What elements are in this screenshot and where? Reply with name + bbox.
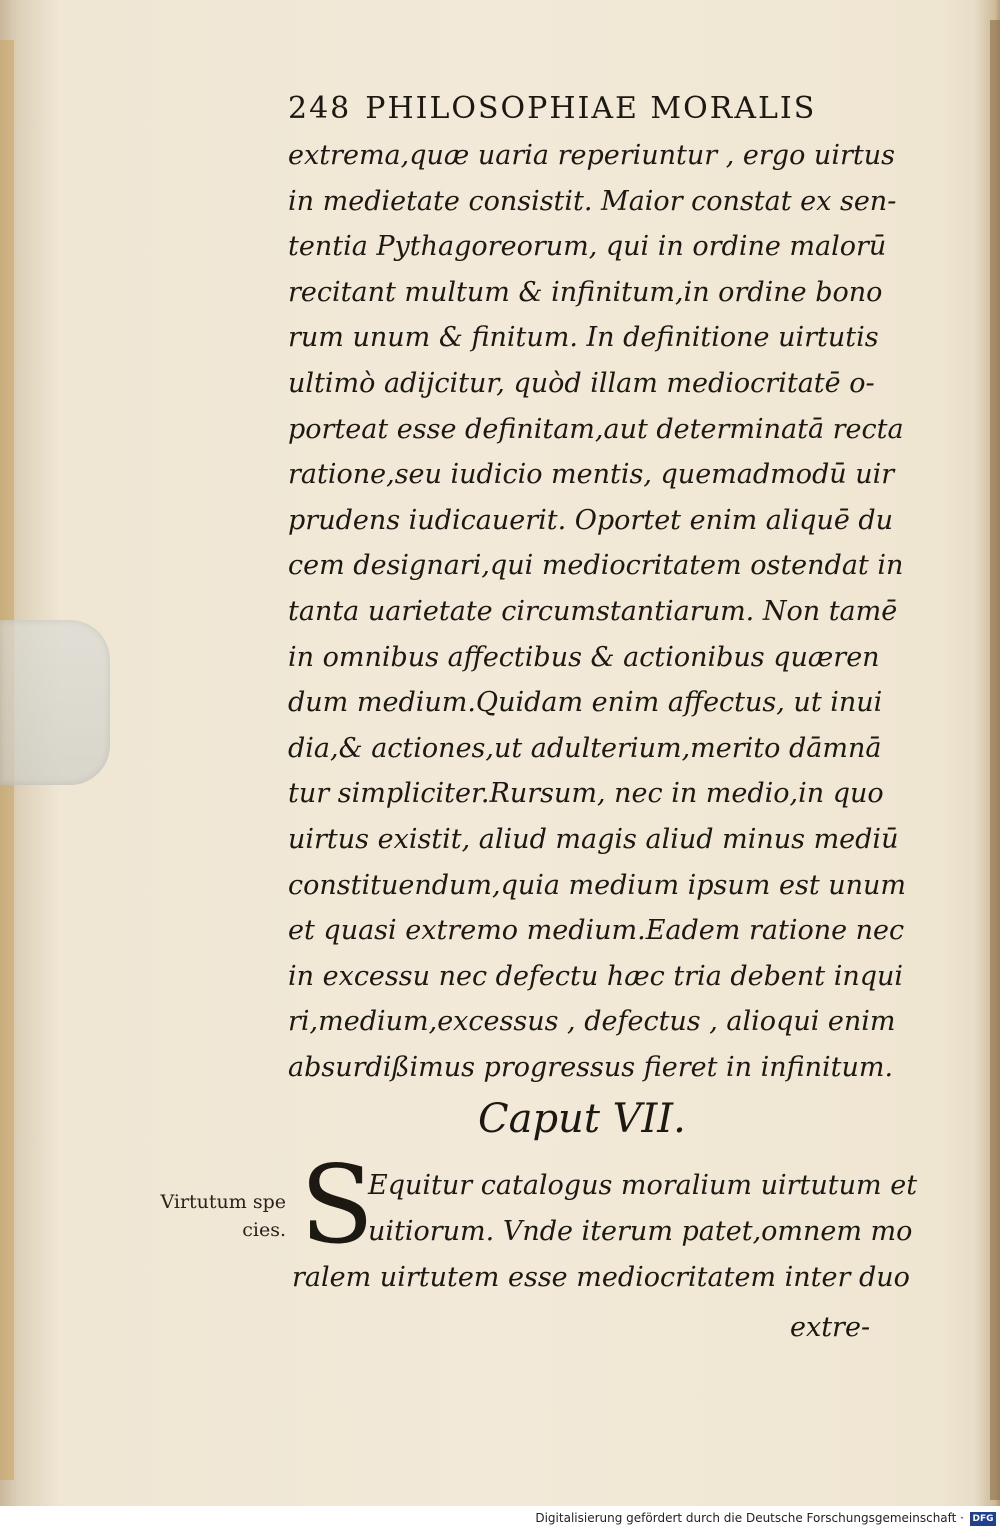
footer-bar: [0, 1506, 1000, 1531]
text-line: prudens iudicauerit. Oportet enim aliquē du: [288, 504, 894, 536]
text-line: ri,medium,excessus , defectus , alioqui enim: [288, 1006, 896, 1038]
text-line: tentia Pythagoreorum, qui in ordine malorū: [288, 231, 887, 263]
margin-note-line: Virtutum spe: [160, 1191, 286, 1213]
text-line: cem designari,qui mediocritatem ostendat in: [288, 550, 904, 582]
page-number: 248: [288, 91, 352, 126]
running-header: [288, 85, 888, 133]
chapter-text-full: [292, 1255, 910, 1301]
text-line: ratione,seu iudicio mentis, quemadmodū uir: [288, 459, 895, 491]
text-line: uirtus existit, aliud magis aliud minus mediū: [288, 823, 899, 855]
text-line: ralem uirtutem esse mediocritatem inter duo: [292, 1262, 910, 1293]
text-line: extrema,quæ uaria reperiuntur , ergo uirtus: [288, 140, 895, 171]
text-line: dum medium.Quidam enim affectus, ut inui: [288, 687, 883, 719]
text-line: uitiorum. Vnde iterum patet,omnem mo: [368, 1215, 913, 1247]
text-line: dia,& actiones,ut adulterium,merito dāmnā: [288, 732, 882, 764]
chapter-heading: Caput VII.: [478, 1096, 686, 1143]
text-line: tanta uarietate circumstantiarum. Non tamē: [288, 595, 898, 627]
catchword: extre-: [790, 1312, 871, 1343]
main-text-block: [288, 85, 907, 1148]
text-line: constituendum,quia medium ipsum est unum: [288, 869, 907, 901]
text-line: et quasi extremo medium.Eadem ratione nec: [288, 915, 905, 947]
page-clip: [0, 620, 110, 785]
text-line: tur simpliciter.Rursum, nec in medio,in quo: [288, 778, 884, 810]
text-line: in excessu nec defectu hæc tria debent inqui: [288, 960, 904, 992]
dfg-logo: DFG: [970, 1512, 996, 1526]
funding-credit: Digitalisierung gefördert durch die Deutsche Forschungsgemeinschaft ·: [535, 1511, 964, 1525]
running-head-title: PHILOSOPHIAE MORALIS: [365, 91, 817, 126]
drop-cap: S: [300, 1143, 374, 1268]
text-line: ultimò adijcitur, quòd illam mediocritatē o-: [288, 367, 875, 399]
text-line: absurdißimus progressus fieret in infinitum.: [288, 1051, 894, 1083]
chapter-text-indented: [368, 1163, 917, 1254]
text-line: in medietate consistit. Maior constat ex sen-: [288, 185, 897, 217]
text-line: recitant multum & infinitum,in ordine bono: [288, 276, 883, 308]
text-line: porteat esse definitam,aut determinatā recta: [288, 413, 904, 445]
margin-note: [138, 1188, 286, 1244]
text-line: rum unum & finitum. In definitione uirtutis: [288, 322, 879, 354]
page-fore-edge-right: [990, 20, 1000, 1500]
text-line: Equitur catalogus moralium uirtutum et: [368, 1170, 918, 1201]
margin-note-line: cies.: [242, 1219, 286, 1241]
text-line: in omnibus affectibus & actionibus quæren: [288, 641, 880, 673]
